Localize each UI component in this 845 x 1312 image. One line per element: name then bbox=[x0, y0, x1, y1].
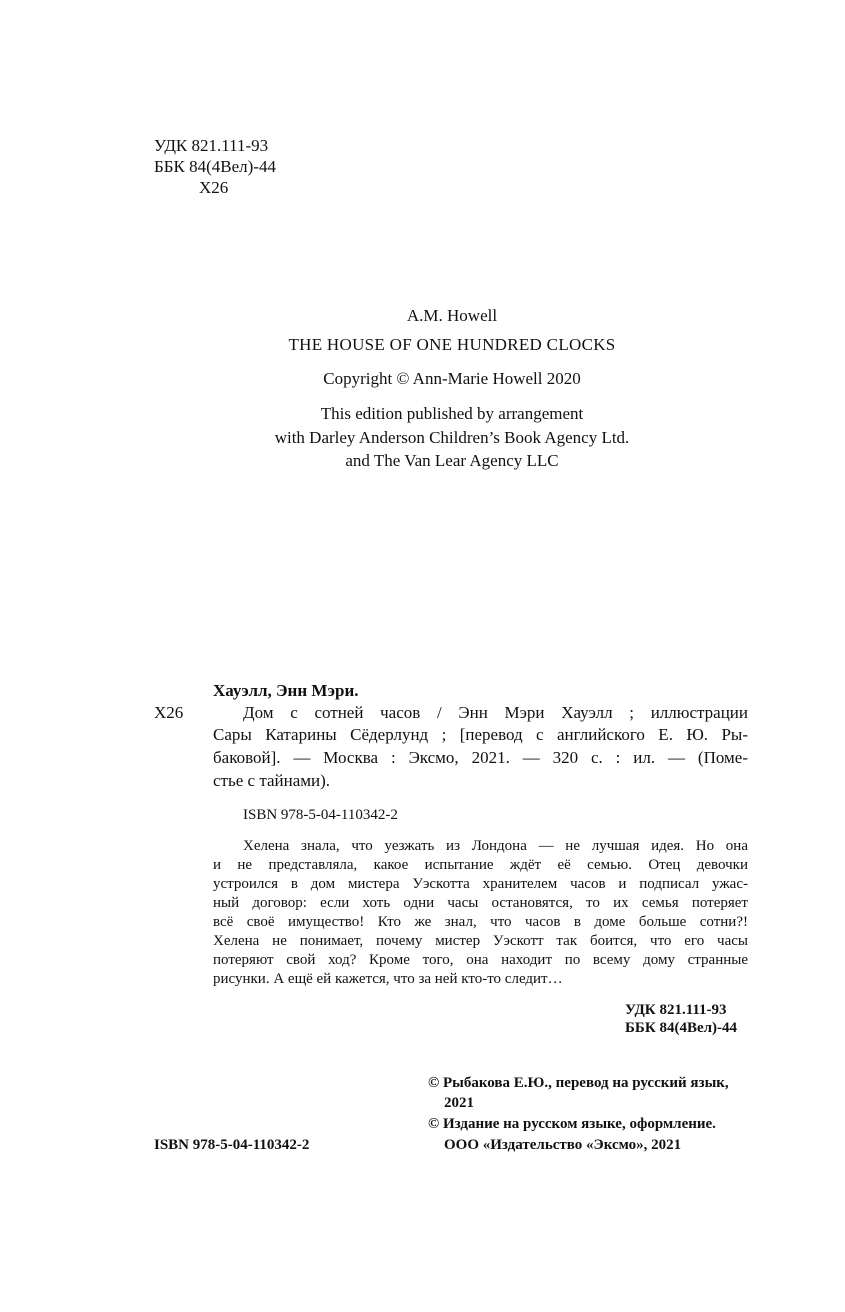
udk-code-top: УДК 821.111-93 bbox=[154, 136, 269, 155]
annotation-line-2: и не представляла, какое испытание ждёт её семью. Отец девочки bbox=[213, 857, 748, 873]
catalog-line-2: Сары Катарины Сёдерлунд ; [перевод с английского Е. Ю. Ры- bbox=[213, 725, 748, 744]
udk-code-bottom: УДК 821.111-93 bbox=[625, 1002, 727, 1018]
catalog-line-3: баковой]. — Москва : Эксмо, 2021. — 320 с. : ил. — (Поме- bbox=[213, 748, 748, 767]
bbk-code-bottom: ББК 84(4Вел)-44 bbox=[625, 1020, 738, 1036]
annotation-line-4: ный договор: если хоть одни часы остановятся, то их семья потеряет bbox=[213, 895, 748, 911]
translation-year: 2021 bbox=[444, 1095, 474, 1111]
translation-copyright: © Рыбакова Е.Ю., перевод на русский язык, bbox=[428, 1075, 729, 1091]
annotation-line-6: Хелена не понимает, почему мистер Уэскотт так боится, что его часы bbox=[213, 933, 748, 949]
edition-line-2: with Darley Anderson Children’s Book Agency Ltd. bbox=[274, 428, 630, 447]
catalog-line-1: Дом с сотней часов / Энн Мэри Хауэлл ; иллюстрации bbox=[243, 703, 748, 722]
catalog-line-4: стье с тайнами). bbox=[213, 771, 331, 790]
annotation-line-8: рисунки. А ещё ей кажется, что за ней кто-то следит… bbox=[213, 971, 563, 987]
edition-copyright: © Издание на русском языке, оформление. bbox=[428, 1116, 716, 1132]
annotation-line-3: устроился в дом мистера Уэскотта хранителем часов и подписал ужас- bbox=[213, 876, 748, 892]
imprint-isbn: ISBN 978-5-04-110342-2 bbox=[154, 1137, 310, 1153]
edition-line-1: This edition published by arrangement bbox=[320, 404, 584, 423]
catalog-mark: Х26 bbox=[154, 703, 184, 722]
bbk-code-top: ББК 84(4Вел)-44 bbox=[154, 157, 276, 176]
copyright-line: Copyright © Ann-Marie Howell 2020 bbox=[323, 369, 581, 388]
edition-line-3: and The Van Lear Agency LLC bbox=[345, 451, 559, 470]
catalog-isbn: ISBN 978-5-04-110342-2 bbox=[243, 807, 398, 823]
original-author: A.M. Howell bbox=[406, 306, 498, 325]
annotation-line-5: всё своё имущество! Кто же знал, что часов в доме больше сотни?! bbox=[213, 914, 748, 930]
catalog-heading: Хауэлл, Энн Мэри. bbox=[213, 681, 359, 700]
annotation-line-1: Хелена знала, что уезжать из Лондона — не лучшая идея. Но она bbox=[243, 838, 748, 854]
original-title: THE HOUSE OF ONE HUNDRED CLOCKS bbox=[288, 335, 616, 354]
publisher-line: ООО «Издательство «Эксмо», 2021 bbox=[444, 1137, 682, 1153]
author-mark-top: Х26 bbox=[199, 178, 229, 197]
annotation-line-7: потеряют свой ход? Кроме того, она находит по всему дому странные bbox=[213, 952, 748, 968]
